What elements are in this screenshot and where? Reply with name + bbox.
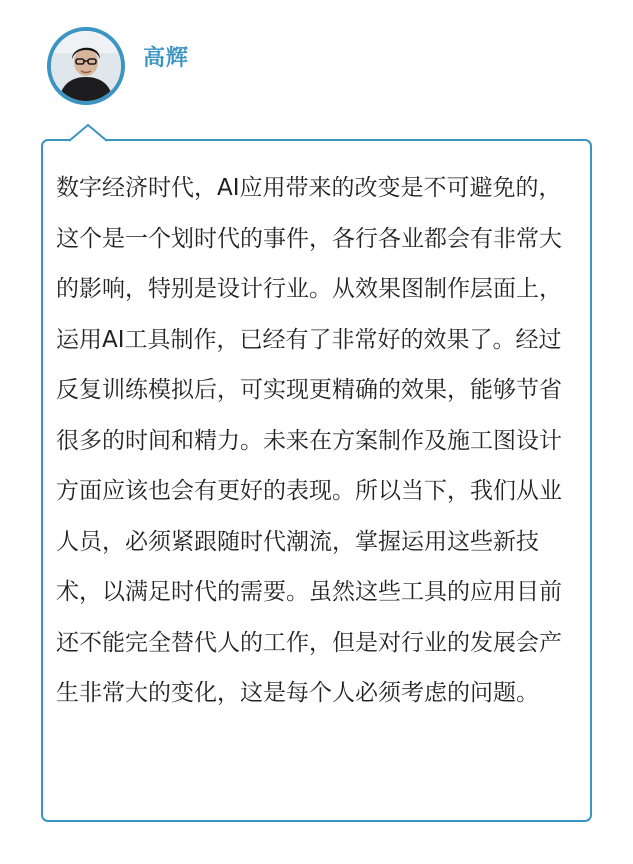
author-name: 高辉 — [143, 46, 190, 71]
quote-box — [41, 139, 592, 822]
quote-text: 数字经济时代，AI应用带来的改变是不可避免的，这个是一个划时代的事件，各行各业都会有非常大的影响，特别是设计行业。从效果图制作层面上，运用AI工具制作，已经有了非常好的效果了。经过反复训练模拟后，可实现更精确的效果，能够节省很多的时间和精力。未来在方案制作及施工图设计方面应该也会有更好的表现。所以当下，我们从业人员，必须紧跟随时代潮流，掌握运用这些新技术，以满足时代的需要。虽然这些工具的应用目前还不能完全替代人的工作，但是对行业的发展会产生非常大的变化，这是每个人必须考虑的问题。 — [56, 175, 562, 706]
person-portrait-icon — [51, 31, 121, 101]
avatar — [47, 27, 125, 105]
speech-bubble-pointer — [68, 123, 108, 143]
